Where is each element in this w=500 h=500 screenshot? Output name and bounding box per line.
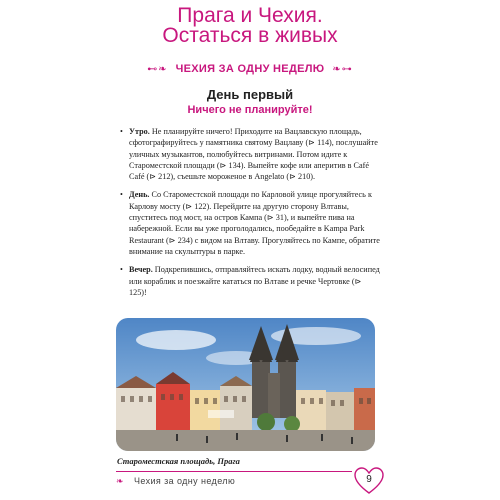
item-lead: Утро.: [129, 127, 150, 136]
section-label: ЧЕХИЯ ЗА ОДНУ НЕДЕЛЮ: [175, 63, 325, 75]
day-subtitle: Ничего не планируйте!: [187, 104, 313, 116]
bullet-icon: •: [120, 127, 123, 136]
itinerary-list: [120, 126, 380, 305]
running-footer: Чехия за одну неделю: [134, 476, 236, 486]
item-lead: Вечер.: [129, 265, 153, 275]
page-title-line-1: Прага и Чехия.: [177, 4, 323, 27]
item-text: Не планируйте ничего! Приходите на Вацлавскую площадь, сфотографируйтесь у памятника святому Вацлаву (⊳ 114), послушайте уличных музыкантов, полюбуйтесь витринами. Потом идите к Староместской площади (⊳ 134). Выпейте кофе или аперитив в Café Café (⊳ 212), съешьте мороженое в Angelato (⊳ 210).: [129, 127, 378, 182]
item-lead: День.: [129, 190, 150, 200]
footer-ornament-icon: ❧: [116, 476, 124, 486]
itinerary-item-day: [120, 189, 380, 257]
footer-divider: [116, 471, 352, 472]
itinerary-item-morning: [120, 126, 380, 182]
bullet-icon: •: [120, 190, 123, 200]
section-header: [0, 61, 500, 77]
item-text: Подкрепившись, отправляйтесь искать лодку, водный велосипед или кораблик и поезжайте кататься по Влтаве и речке Чертовке (⊳ 125)!: [129, 265, 380, 297]
left-ornament-icon: ⊷❧: [147, 63, 168, 75]
photo-old-town-square: [116, 318, 375, 451]
photo-caption: Староместская площадь, Прага: [117, 456, 240, 466]
page-title-line-2: Остаться в живых: [162, 24, 338, 47]
right-ornament-icon: ❧⊶: [332, 63, 353, 75]
item-text: Со Староместской площади по Карловой улице прогуляйтесь к Карлову мосту (⊳ 122). Перейдите на другую сторону Влтавы, спуститесь под мост, на остров Кампа (⊳ 31), и выпейте пива на набережной. Если вы уже проголодались, пообедайте в Kampa Park Restaurant (⊳ 234) с видом на Влтаву. Прогуляйтесь по Кампе, обратите внимание на скульптуры в парке.: [129, 190, 380, 256]
itinerary-item-evening: [120, 264, 380, 298]
bullet-icon: •: [120, 265, 123, 275]
page-number: 9: [366, 474, 372, 485]
day-title: День первый: [206, 87, 294, 102]
